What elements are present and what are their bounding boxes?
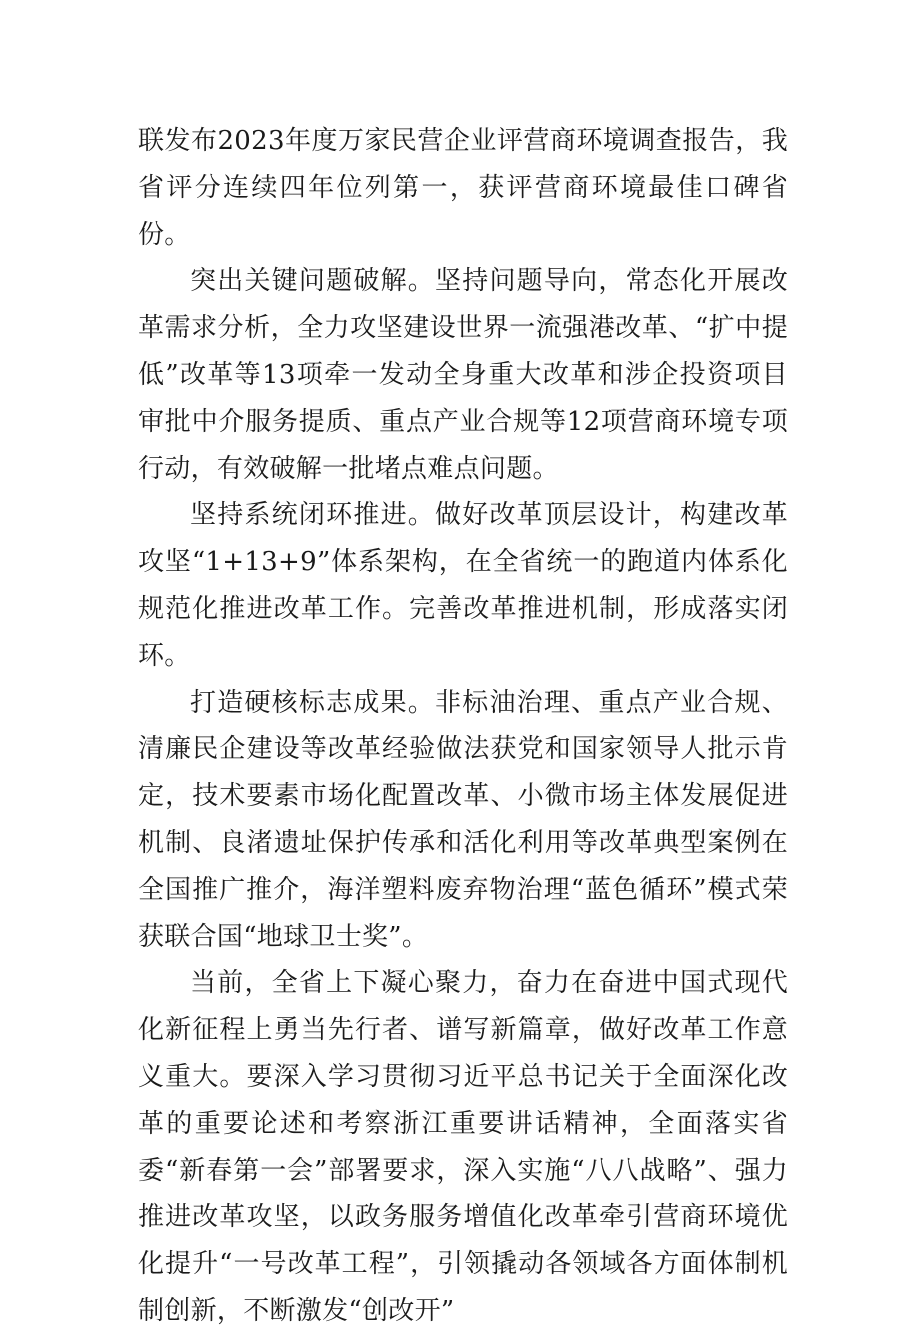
body-text <box>138 118 788 1335</box>
paragraph-current-situation: 当前，全省上下凝心聚力，奋力在奋进中国式现代化新征程上勇当先行者、谱写新篇章，做好改革工作意义重大。要深入学习贯彻习近平总书记关于全面深化改革的重要论述和考察浙江重要讲话精神，全面落实省委“新春第一会”部署要求，深入实施“八八战略”、强力推进改革攻坚，以政务服务增值化改革牵引营商环境优化提升“一号改革工程”，引领撬动各领域各方面体制机制创新，不断激发“创改开” <box>138 968 788 1326</box>
paragraph-system-loop: 坚持系统闭环推进。做好改革顶层设计，构建改革攻坚“1+13+9”体系架构，在全省统一的跑道内体系化规范化推进改革工作。完善改革推进机制，形成落实闭环。 <box>138 500 788 671</box>
paragraph-hardcore-results: 打造硬核标志成果。非标油治理、重点产业合规、清廉民企建设等改革经验做法获党和国家领导人批示肯定，技术要素市场化配置改革、小微市场主体发展促进机制、良渚遗址保护传承和活化利用等改革典型案例在全国推广推介，海洋塑料废弃物治理“蓝色循环”模式荣获联合国“地球卫士奖”。 <box>138 687 788 952</box>
paragraph-key-problems: 突出关键问题破解。坚持问题导向，常态化开展改革需求分析，全力攻坚建设世界一流强港改革、“扩中提低”改革等13项牵一发动全身重大改革和涉企投资项目审批中介服务提质、重点产业合规等12项营商环境专项行动，有效破解一批堵点难点问题。 <box>138 266 788 484</box>
paragraph-continuation: 联发布2023年度万家民营企业评营商环境调查报告，我省评分连续四年位列第一，获评营商环境最佳口碑省份。 <box>138 126 788 250</box>
